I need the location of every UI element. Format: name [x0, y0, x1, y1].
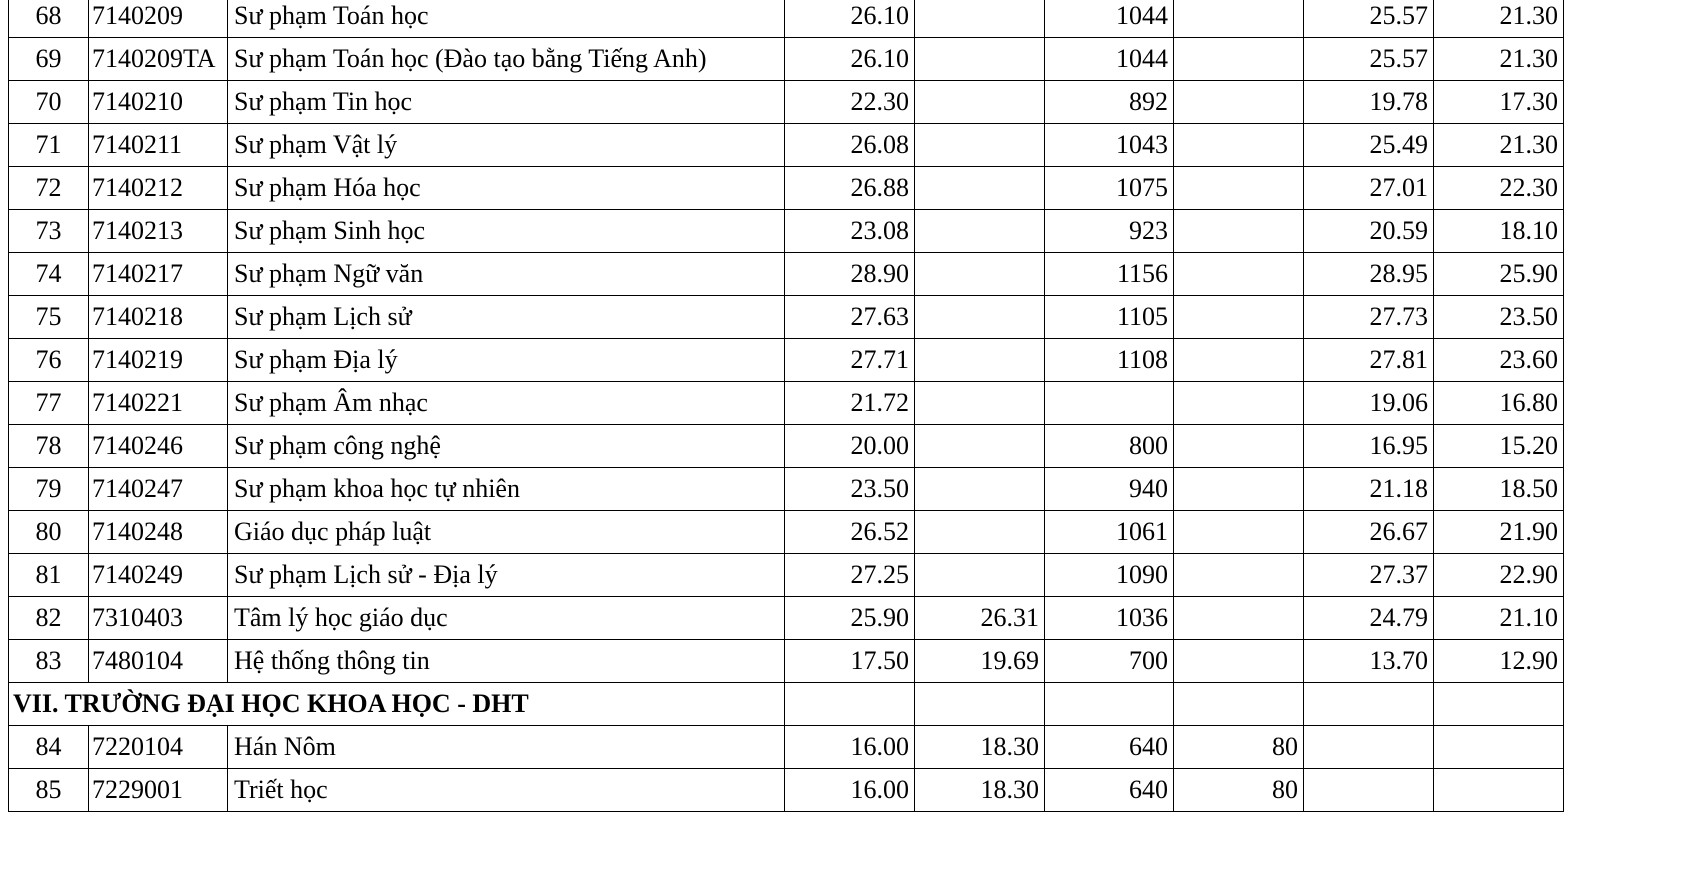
cell-code: 7140247	[89, 468, 228, 511]
cell-c1: 27.25	[785, 554, 915, 597]
cell-c5: 27.73	[1304, 296, 1434, 339]
cell-c4	[1174, 425, 1304, 468]
cell-c4: 80	[1174, 769, 1304, 812]
cell-c2	[915, 210, 1045, 253]
cell-c1: 16.00	[785, 726, 915, 769]
cell-name: Sư phạm Toán học (Đào tạo bằng Tiếng Anh)	[228, 38, 785, 81]
cell-c5: 13.70	[1304, 640, 1434, 683]
cell-c5: 27.37	[1304, 554, 1434, 597]
cell-c4	[1174, 0, 1304, 38]
cell-c2	[915, 167, 1045, 210]
cell-c5: 21.18	[1304, 468, 1434, 511]
cell-name: Triết học	[228, 769, 785, 812]
table-row	[9, 468, 1564, 511]
cell-c3: 1075	[1045, 167, 1174, 210]
cell-stt: 69	[9, 38, 89, 81]
cell-c2	[915, 382, 1045, 425]
cell-c1: 26.10	[785, 0, 915, 38]
cell-name: Sư phạm Hóa học	[228, 167, 785, 210]
cell-c3: 700	[1045, 640, 1174, 683]
cell-stt: 80	[9, 511, 89, 554]
cell-c6: 21.30	[1434, 38, 1564, 81]
cell-c2	[915, 554, 1045, 597]
cell-c3: 1043	[1045, 124, 1174, 167]
cell-code: 7140212	[89, 167, 228, 210]
cell-c2	[915, 124, 1045, 167]
section-header-row	[9, 683, 1564, 726]
cell-c5: 27.01	[1304, 167, 1434, 210]
cell-name: Sư phạm công nghệ	[228, 425, 785, 468]
cell-c6: 22.90	[1434, 554, 1564, 597]
empty-cell	[785, 683, 915, 726]
cell-stt: 71	[9, 124, 89, 167]
cell-c4	[1174, 554, 1304, 597]
table-row	[9, 382, 1564, 425]
cell-c5: 19.78	[1304, 81, 1434, 124]
cell-c6: 23.50	[1434, 296, 1564, 339]
cell-stt: 70	[9, 81, 89, 124]
cell-c3: 892	[1045, 81, 1174, 124]
cell-c3: 1036	[1045, 597, 1174, 640]
cell-stt: 84	[9, 726, 89, 769]
cell-c2	[915, 339, 1045, 382]
cell-code: 7140209TA	[89, 38, 228, 81]
table-row	[9, 339, 1564, 382]
cell-name: Hệ thống thông tin	[228, 640, 785, 683]
cell-stt: 79	[9, 468, 89, 511]
empty-cell	[1434, 683, 1564, 726]
cell-c6	[1434, 726, 1564, 769]
cell-c2: 18.30	[915, 726, 1045, 769]
cell-c6: 25.90	[1434, 253, 1564, 296]
cell-code: 7140221	[89, 382, 228, 425]
cell-c1: 27.63	[785, 296, 915, 339]
cell-c6: 12.90	[1434, 640, 1564, 683]
cell-name: Sư phạm Toán học	[228, 0, 785, 38]
cell-c6: 15.20	[1434, 425, 1564, 468]
cell-c1: 16.00	[785, 769, 915, 812]
cell-c1: 20.00	[785, 425, 915, 468]
cell-code: 7229001	[89, 769, 228, 812]
cell-c5: 25.57	[1304, 0, 1434, 38]
cell-c6: 17.30	[1434, 81, 1564, 124]
cell-c3: 940	[1045, 468, 1174, 511]
cell-c1: 26.10	[785, 38, 915, 81]
cell-c1: 26.08	[785, 124, 915, 167]
table-row	[9, 769, 1564, 812]
cell-name: Sư phạm Lịch sử	[228, 296, 785, 339]
cell-c5: 27.81	[1304, 339, 1434, 382]
cell-c5: 25.49	[1304, 124, 1434, 167]
empty-cell	[1304, 683, 1434, 726]
cell-c4	[1174, 339, 1304, 382]
cell-code: 7140249	[89, 554, 228, 597]
cell-c5: 26.67	[1304, 511, 1434, 554]
cell-c2	[915, 511, 1045, 554]
table-row	[9, 640, 1564, 683]
cell-c1: 17.50	[785, 640, 915, 683]
table-row	[9, 124, 1564, 167]
cell-c5: 19.06	[1304, 382, 1434, 425]
cell-name: Sư phạm Ngữ văn	[228, 253, 785, 296]
section-title: VII. TRƯỜNG ĐẠI HỌC KHOA HỌC - DHT	[9, 683, 785, 726]
cell-c3: 1044	[1045, 0, 1174, 38]
cell-stt: 81	[9, 554, 89, 597]
cell-c3: 1061	[1045, 511, 1174, 554]
cell-name: Sư phạm Địa lý	[228, 339, 785, 382]
cell-name: Sư phạm Sinh học	[228, 210, 785, 253]
cell-c4	[1174, 640, 1304, 683]
cell-c1: 23.08	[785, 210, 915, 253]
table-row	[9, 0, 1564, 38]
cell-code: 7140213	[89, 210, 228, 253]
cell-stt: 74	[9, 253, 89, 296]
cell-code: 7140210	[89, 81, 228, 124]
cell-stt: 83	[9, 640, 89, 683]
cell-c4	[1174, 124, 1304, 167]
cell-c1: 27.71	[785, 339, 915, 382]
cell-c4	[1174, 81, 1304, 124]
cell-c6: 16.80	[1434, 382, 1564, 425]
cell-c5	[1304, 769, 1434, 812]
cell-c2: 19.69	[915, 640, 1045, 683]
cell-code: 7140217	[89, 253, 228, 296]
cell-code: 7140211	[89, 124, 228, 167]
cell-stt: 77	[9, 382, 89, 425]
cell-c3: 1044	[1045, 38, 1174, 81]
table-row	[9, 425, 1564, 468]
cell-code: 7140246	[89, 425, 228, 468]
table-row	[9, 296, 1564, 339]
cell-c3: 800	[1045, 425, 1174, 468]
cell-code: 7140248	[89, 511, 228, 554]
cell-c4	[1174, 38, 1304, 81]
cell-c4	[1174, 253, 1304, 296]
cell-c4	[1174, 468, 1304, 511]
cell-c5: 24.79	[1304, 597, 1434, 640]
cell-name: Hán Nôm	[228, 726, 785, 769]
cell-stt: 85	[9, 769, 89, 812]
table-row	[9, 167, 1564, 210]
cell-c5: 20.59	[1304, 210, 1434, 253]
cell-c5: 28.95	[1304, 253, 1434, 296]
cell-c6: 22.30	[1434, 167, 1564, 210]
cell-c2	[915, 253, 1045, 296]
cell-c2	[915, 81, 1045, 124]
cell-c4	[1174, 296, 1304, 339]
cell-c6: 21.30	[1434, 124, 1564, 167]
cell-c3	[1045, 382, 1174, 425]
cell-c1: 25.90	[785, 597, 915, 640]
score-table	[8, 0, 1564, 812]
cell-stt: 73	[9, 210, 89, 253]
cell-c3: 1156	[1045, 253, 1174, 296]
cell-c2	[915, 38, 1045, 81]
cell-name: Sư phạm khoa học tự nhiên	[228, 468, 785, 511]
cell-c1: 23.50	[785, 468, 915, 511]
empty-cell	[1045, 683, 1174, 726]
cell-c2: 26.31	[915, 597, 1045, 640]
cell-name: Sư phạm Vật lý	[228, 124, 785, 167]
table-row	[9, 597, 1564, 640]
cell-c6	[1434, 769, 1564, 812]
cell-c4	[1174, 167, 1304, 210]
cell-c5	[1304, 726, 1434, 769]
cell-c4	[1174, 210, 1304, 253]
cell-stt: 78	[9, 425, 89, 468]
cell-c6: 21.90	[1434, 511, 1564, 554]
cell-code: 7220104	[89, 726, 228, 769]
cell-c4	[1174, 511, 1304, 554]
cell-code: 7140218	[89, 296, 228, 339]
score-table-wrapper	[8, 0, 1564, 812]
table-row	[9, 511, 1564, 554]
cell-stt: 72	[9, 167, 89, 210]
cell-c4	[1174, 597, 1304, 640]
table-body	[9, 0, 1564, 812]
cell-c3: 923	[1045, 210, 1174, 253]
cell-stt: 68	[9, 0, 89, 38]
cell-c1: 26.88	[785, 167, 915, 210]
cell-stt: 75	[9, 296, 89, 339]
empty-cell	[1174, 683, 1304, 726]
cell-name: Sư phạm Lịch sử - Địa lý	[228, 554, 785, 597]
cell-c2	[915, 425, 1045, 468]
cell-c5: 16.95	[1304, 425, 1434, 468]
cell-stt: 76	[9, 339, 89, 382]
cell-c6: 18.50	[1434, 468, 1564, 511]
cell-code: 7310403	[89, 597, 228, 640]
cell-code: 7140209	[89, 0, 228, 38]
table-row	[9, 81, 1564, 124]
cell-c6: 23.60	[1434, 339, 1564, 382]
cell-name: Sư phạm Âm nhạc	[228, 382, 785, 425]
cell-c6: 21.30	[1434, 0, 1564, 38]
cell-c3: 640	[1045, 769, 1174, 812]
cell-name: Sư phạm Tin học	[228, 81, 785, 124]
table-row	[9, 210, 1564, 253]
table-row	[9, 726, 1564, 769]
cell-c2: 18.30	[915, 769, 1045, 812]
cell-c4: 80	[1174, 726, 1304, 769]
cell-c1: 28.90	[785, 253, 915, 296]
cell-c2	[915, 0, 1045, 38]
table-row	[9, 554, 1564, 597]
cell-c2	[915, 296, 1045, 339]
cell-c3: 1090	[1045, 554, 1174, 597]
cell-c5: 25.57	[1304, 38, 1434, 81]
cell-name: Tâm lý học giáo dục	[228, 597, 785, 640]
cell-code: 7480104	[89, 640, 228, 683]
empty-cell	[915, 683, 1045, 726]
table-row	[9, 253, 1564, 296]
cell-c4	[1174, 382, 1304, 425]
cell-c3: 1105	[1045, 296, 1174, 339]
cell-c6: 18.10	[1434, 210, 1564, 253]
cell-stt: 82	[9, 597, 89, 640]
cell-c2	[915, 468, 1045, 511]
cell-name: Giáo dục pháp luật	[228, 511, 785, 554]
table-row	[9, 38, 1564, 81]
cell-code: 7140219	[89, 339, 228, 382]
cell-c1: 22.30	[785, 81, 915, 124]
cell-c1: 26.52	[785, 511, 915, 554]
cell-c3: 1108	[1045, 339, 1174, 382]
cell-c6: 21.10	[1434, 597, 1564, 640]
cell-c3: 640	[1045, 726, 1174, 769]
cell-c1: 21.72	[785, 382, 915, 425]
